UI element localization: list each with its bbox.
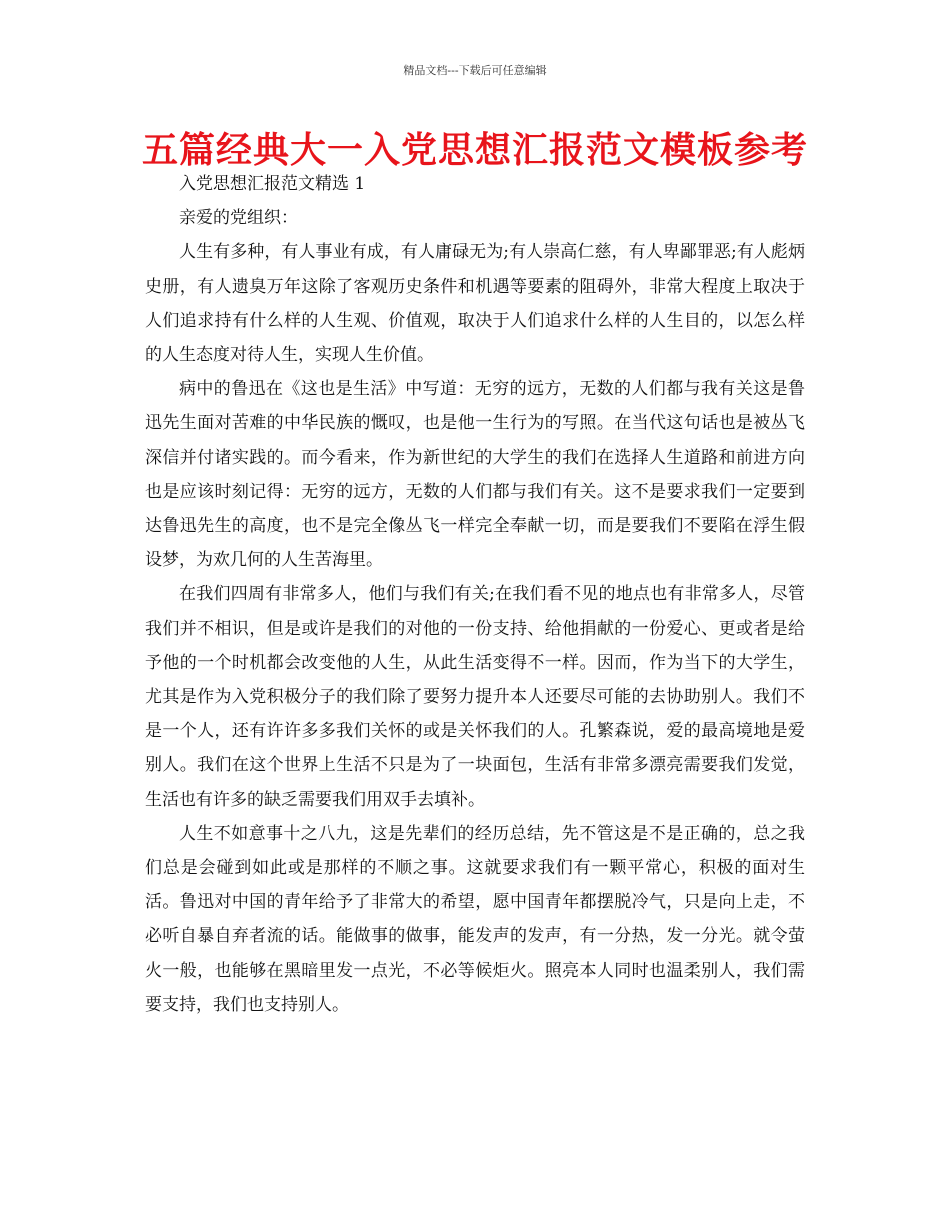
document-body xyxy=(145,167,805,1022)
paragraph-4: 人生不如意事十之八九，这是先辈们的经历总结，先不管这是不是正确的，总之我们总是会碰到如此或是那样的不顺之事。这就要求我们有一颗平常心，积极的面对生活。鲁迅对中国的青年给予了非常大的希望，愿中国青年都摆脱冷气，只是向上走，不必听自暴自弃者流的话。能做事的做事，能发声的发声，有一分热，发一分光。就令萤火一般，也能够在黑暗里发一点光，不必等候炬火。照亮本人同时也温柔别人，我们需要支持，我们也支持别人。 xyxy=(145,823,805,1015)
paragraph-1: 人生有多种，有人事业有成，有人庸碌无为;有人崇高仁慈，有人卑鄙罪恶;有人彪炳史册，有人遗臭万年这除了客观历史条件和机遇等要素的阻碍外，非常大程度上取决于人们追求持有什么样的人生观、价值观，取决于人们追求什么样的人生目的，以怎么样的人生态度对待人生，实现人生价值。 xyxy=(145,242,805,366)
salutation: 亲爱的党组织： xyxy=(179,208,298,229)
section-heading: 入党思想汇报范文精选 1 xyxy=(179,174,366,194)
document-title: 五篇经典大一入党思想汇报范文模板参考 xyxy=(141,130,808,171)
paragraph-3: 在我们四周有非常多人，他们与我们有关;在我们看不见的地点也有非常多人，尽管我们并不相识，但是或许是我们的对他的一份支持、给他捐献的一份爱心、更或者是给予他的一个时机都会改变他的人生，从此生活变得不一样。因而，作为当下的大学生，尤其是作为入党积极分子的我们除了要努力提升本人还要尽可能的去协助别人。我们不是一个人，还有许许多多我们关怀的或是关怀我们的人。孔繁森说，爱的最高境地是爱别人。我们在这个世界上生活不只是为了一块面包，生活有非常多漂亮需要我们发觉，生活也有许多的缺乏需要我们用双手去填补。 xyxy=(145,584,805,810)
paragraph-2: 病中的鲁迅在《这也是生活》中写道：无穷的远方，无数的人们都与我有关这是鲁迅先生面对苦难的中华民族的慨叹，也是他一生行为的写照。在当代这句话也是被丛飞深信并付诸实践的。而今看来，作为新世纪的大学生的我们在选择人生道路和前进方向也是应该时刻记得：无穷的远方，无数的人们都与我们有关。这不是要求我们一定要到达鲁迅先生的高度，也不是完全像丛飞一样完全奉献一切，而是要我们不要陷在浮生假设梦，为欢几何的人生苦海里。 xyxy=(145,379,805,571)
page-header-note: 精品文档---下载后可任意编辑 xyxy=(403,64,547,77)
